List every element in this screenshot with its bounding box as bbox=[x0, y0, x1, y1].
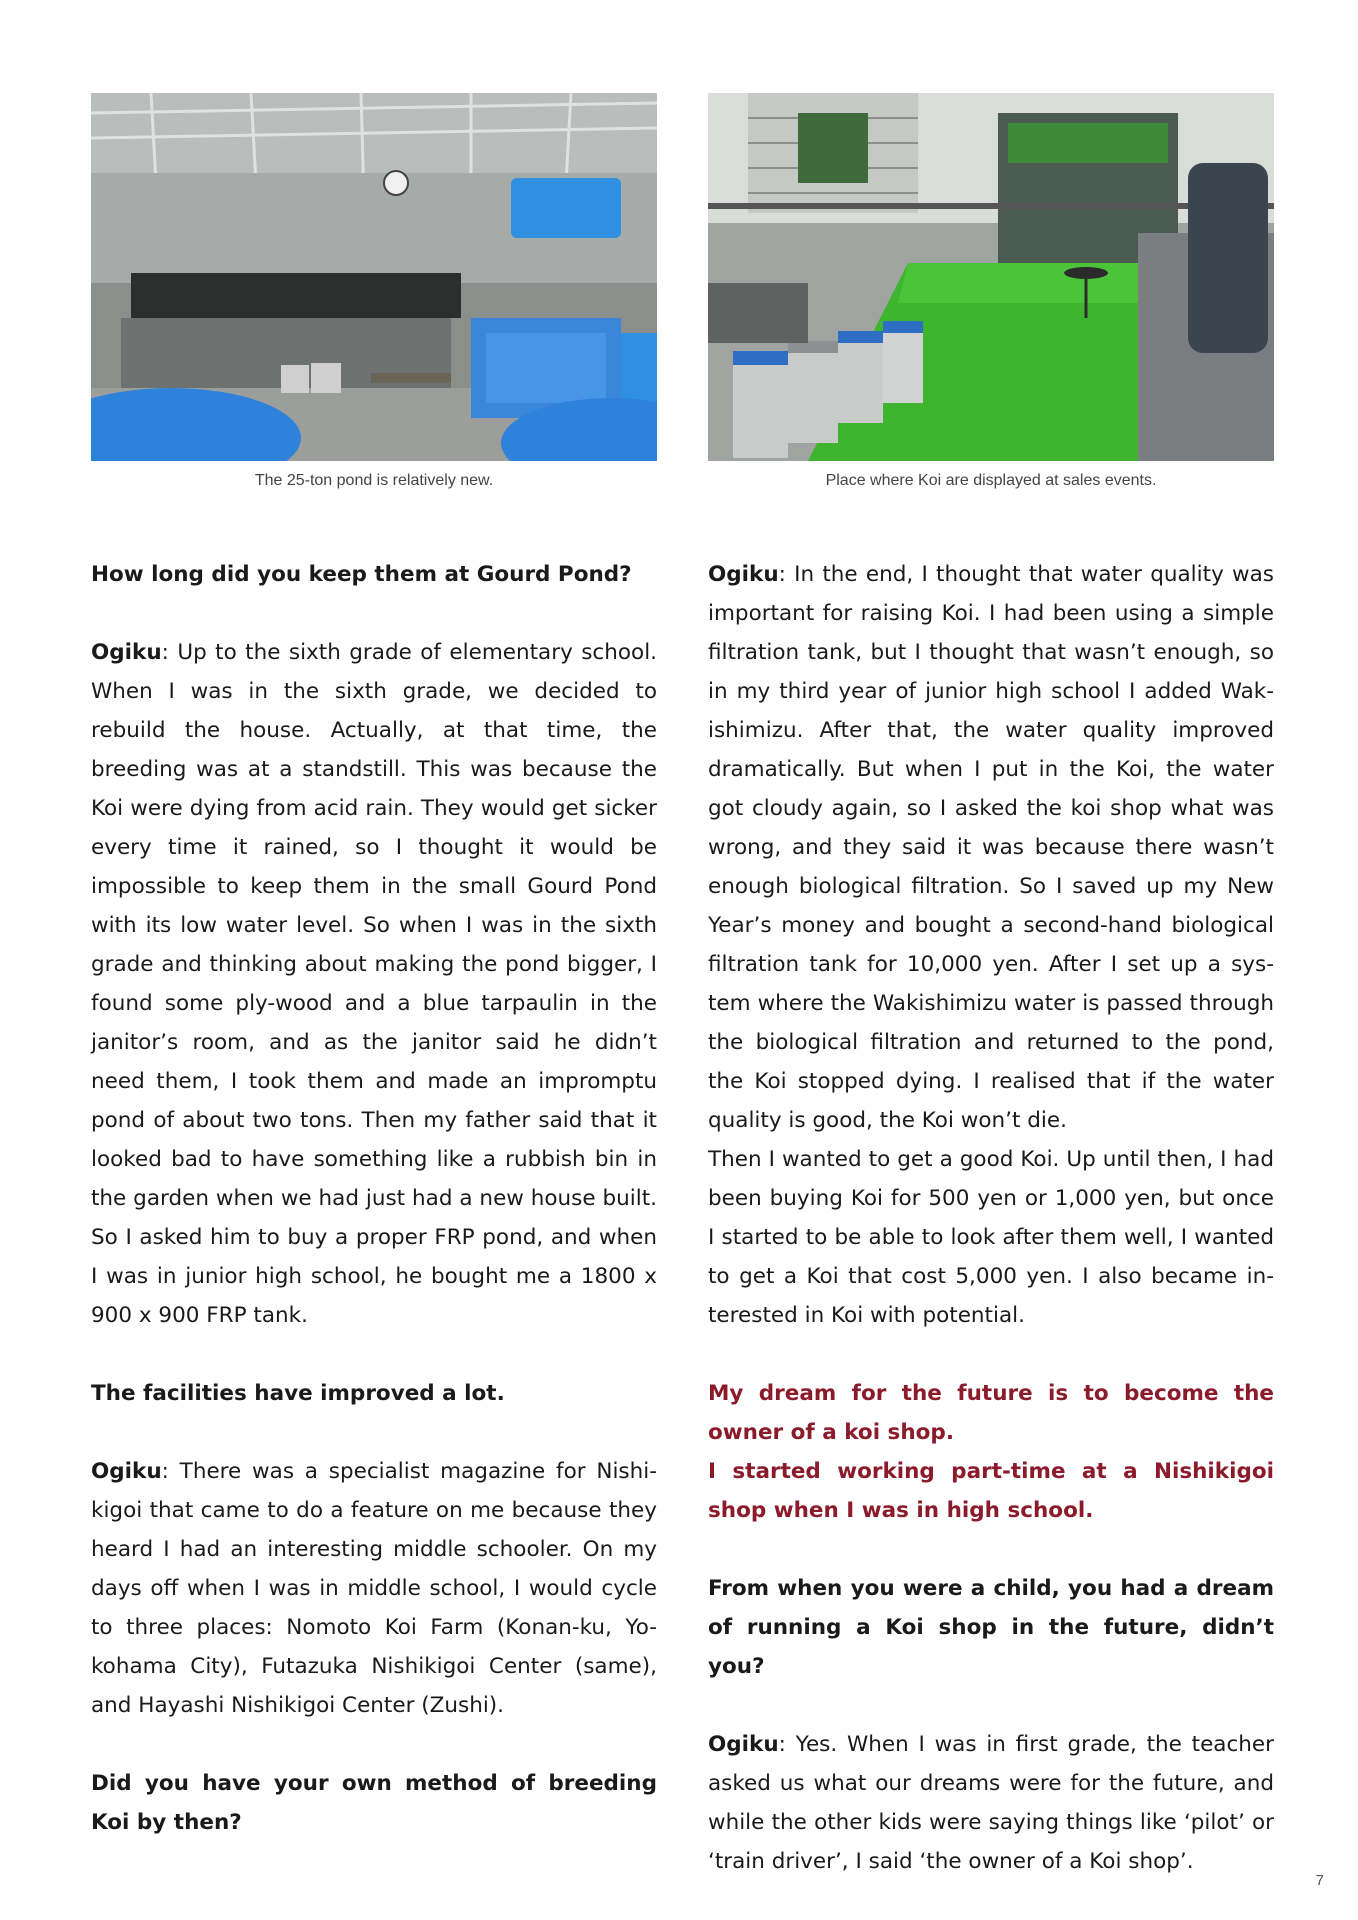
section-headline: I started working part-time at a Nishikigoi shop when I was in high school. bbox=[708, 1459, 1274, 1523]
right-text-column bbox=[708, 555, 1274, 1881]
answer-paragraph: Ogiku: Yes. When I was in first grade, the teacher asked us what our dreams were for the future, and while the other kids were saying things like ‘pilot’ or ‘train driver’, I said ‘the owner of a Koi shop’. bbox=[708, 1732, 1274, 1874]
question-heading: The facilities have improved a lot. bbox=[91, 1381, 505, 1406]
sales-display-area-photo bbox=[708, 93, 1274, 461]
question-heading: How long did you keep them at Gourd Pond? bbox=[91, 562, 632, 587]
section-headline: My dream for the future is to become the owner of a koi shop. bbox=[708, 1381, 1274, 1445]
answer-paragraph: Ogiku: There was a specialist magazine for Nishi-kigoi that came to do a feature on me because they heard I had an interesting middle schooler. On my days off when I was in middle school, I would cycle to three places: Nomoto Koi Farm (Konan-ku, Yo-kohama City), Futazuka Nishikigoi Center (same), and Hayashi Nishikigoi Center (Zushi). bbox=[91, 1459, 657, 1718]
speaker-name: Ogiku bbox=[708, 1732, 779, 1757]
speaker-name: Ogiku bbox=[91, 640, 162, 665]
speaker-name: Ogiku bbox=[91, 1459, 162, 1484]
question-heading: Did you have your own method of breeding Koi by then? bbox=[91, 1771, 657, 1835]
left-text-column bbox=[91, 555, 657, 1842]
answer-paragraph: Ogiku: Up to the sixth grade of elementary school. When I was in the sixth grade, we decided to rebuild the house. Actually, at that time, the breeding was at a standstill. This was because the Koi were dying from acid rain. They would get sicker every time it rained, so I thought it would be impossible to keep them in the small Gourd Pond with its low water level. So when I was in the sixth grade and thinking about making the pond bigger, I found some ply-wood and a blue tarpaulin in the janitor’s room, and as the janitor said he didn’t need them, I took them and made an impromptu pond of about two tons. Then my father said that it looked bad to have something like a rubbish bin in the garden when we had just had a new house built. So I asked him to buy a proper FRP pond, and when I was in junior high school, he bought me a 1800 x 900 x 900 FRP tank. bbox=[91, 640, 657, 1328]
question-heading: From when you were a child, you had a dream of running a Koi shop in the future, didn’t you? bbox=[708, 1576, 1274, 1679]
answer-paragraph-continued: Then I wanted to get a good Koi. Up until then, I had been buying Koi for 500 yen or 1,000 yen, but once I started to be able to look after them well, I wanted to get a Koi that cost 5,000 yen. I also became in-terested in Koi with potential. bbox=[708, 1147, 1274, 1328]
left-photo-caption: The 25-ton pond is relatively new. bbox=[254, 472, 494, 489]
page-number: 7 bbox=[1315, 1872, 1324, 1889]
answer-paragraph: Ogiku: In the end, I thought that water quality was important for raising Koi. I had been using a simple filtration tank, but I thought that wasn’t enough, so in my third year of junior high school I added Wak-ishimizu. After that, the water quality improved dramatically. But when I put in the Koi, the water got cloudy again, so I asked the koi shop what was wrong, and they said it was because there wasn’t enough biological filtration. So I saved up my New Year’s money and bought a second-hand biological filtration tank for 10,000 yen. After I set up a sys-tem where the Wakishimizu water is passed through the biological filtration and returned to the pond, the Koi stopped dying. I realised that if the water quality is good, the Koi won’t die. bbox=[708, 562, 1274, 1133]
greenhouse-pond-photo bbox=[91, 93, 657, 461]
speaker-name: Ogiku bbox=[708, 562, 779, 587]
right-photo-caption: Place where Koi are displayed at sales events. bbox=[825, 472, 1157, 489]
